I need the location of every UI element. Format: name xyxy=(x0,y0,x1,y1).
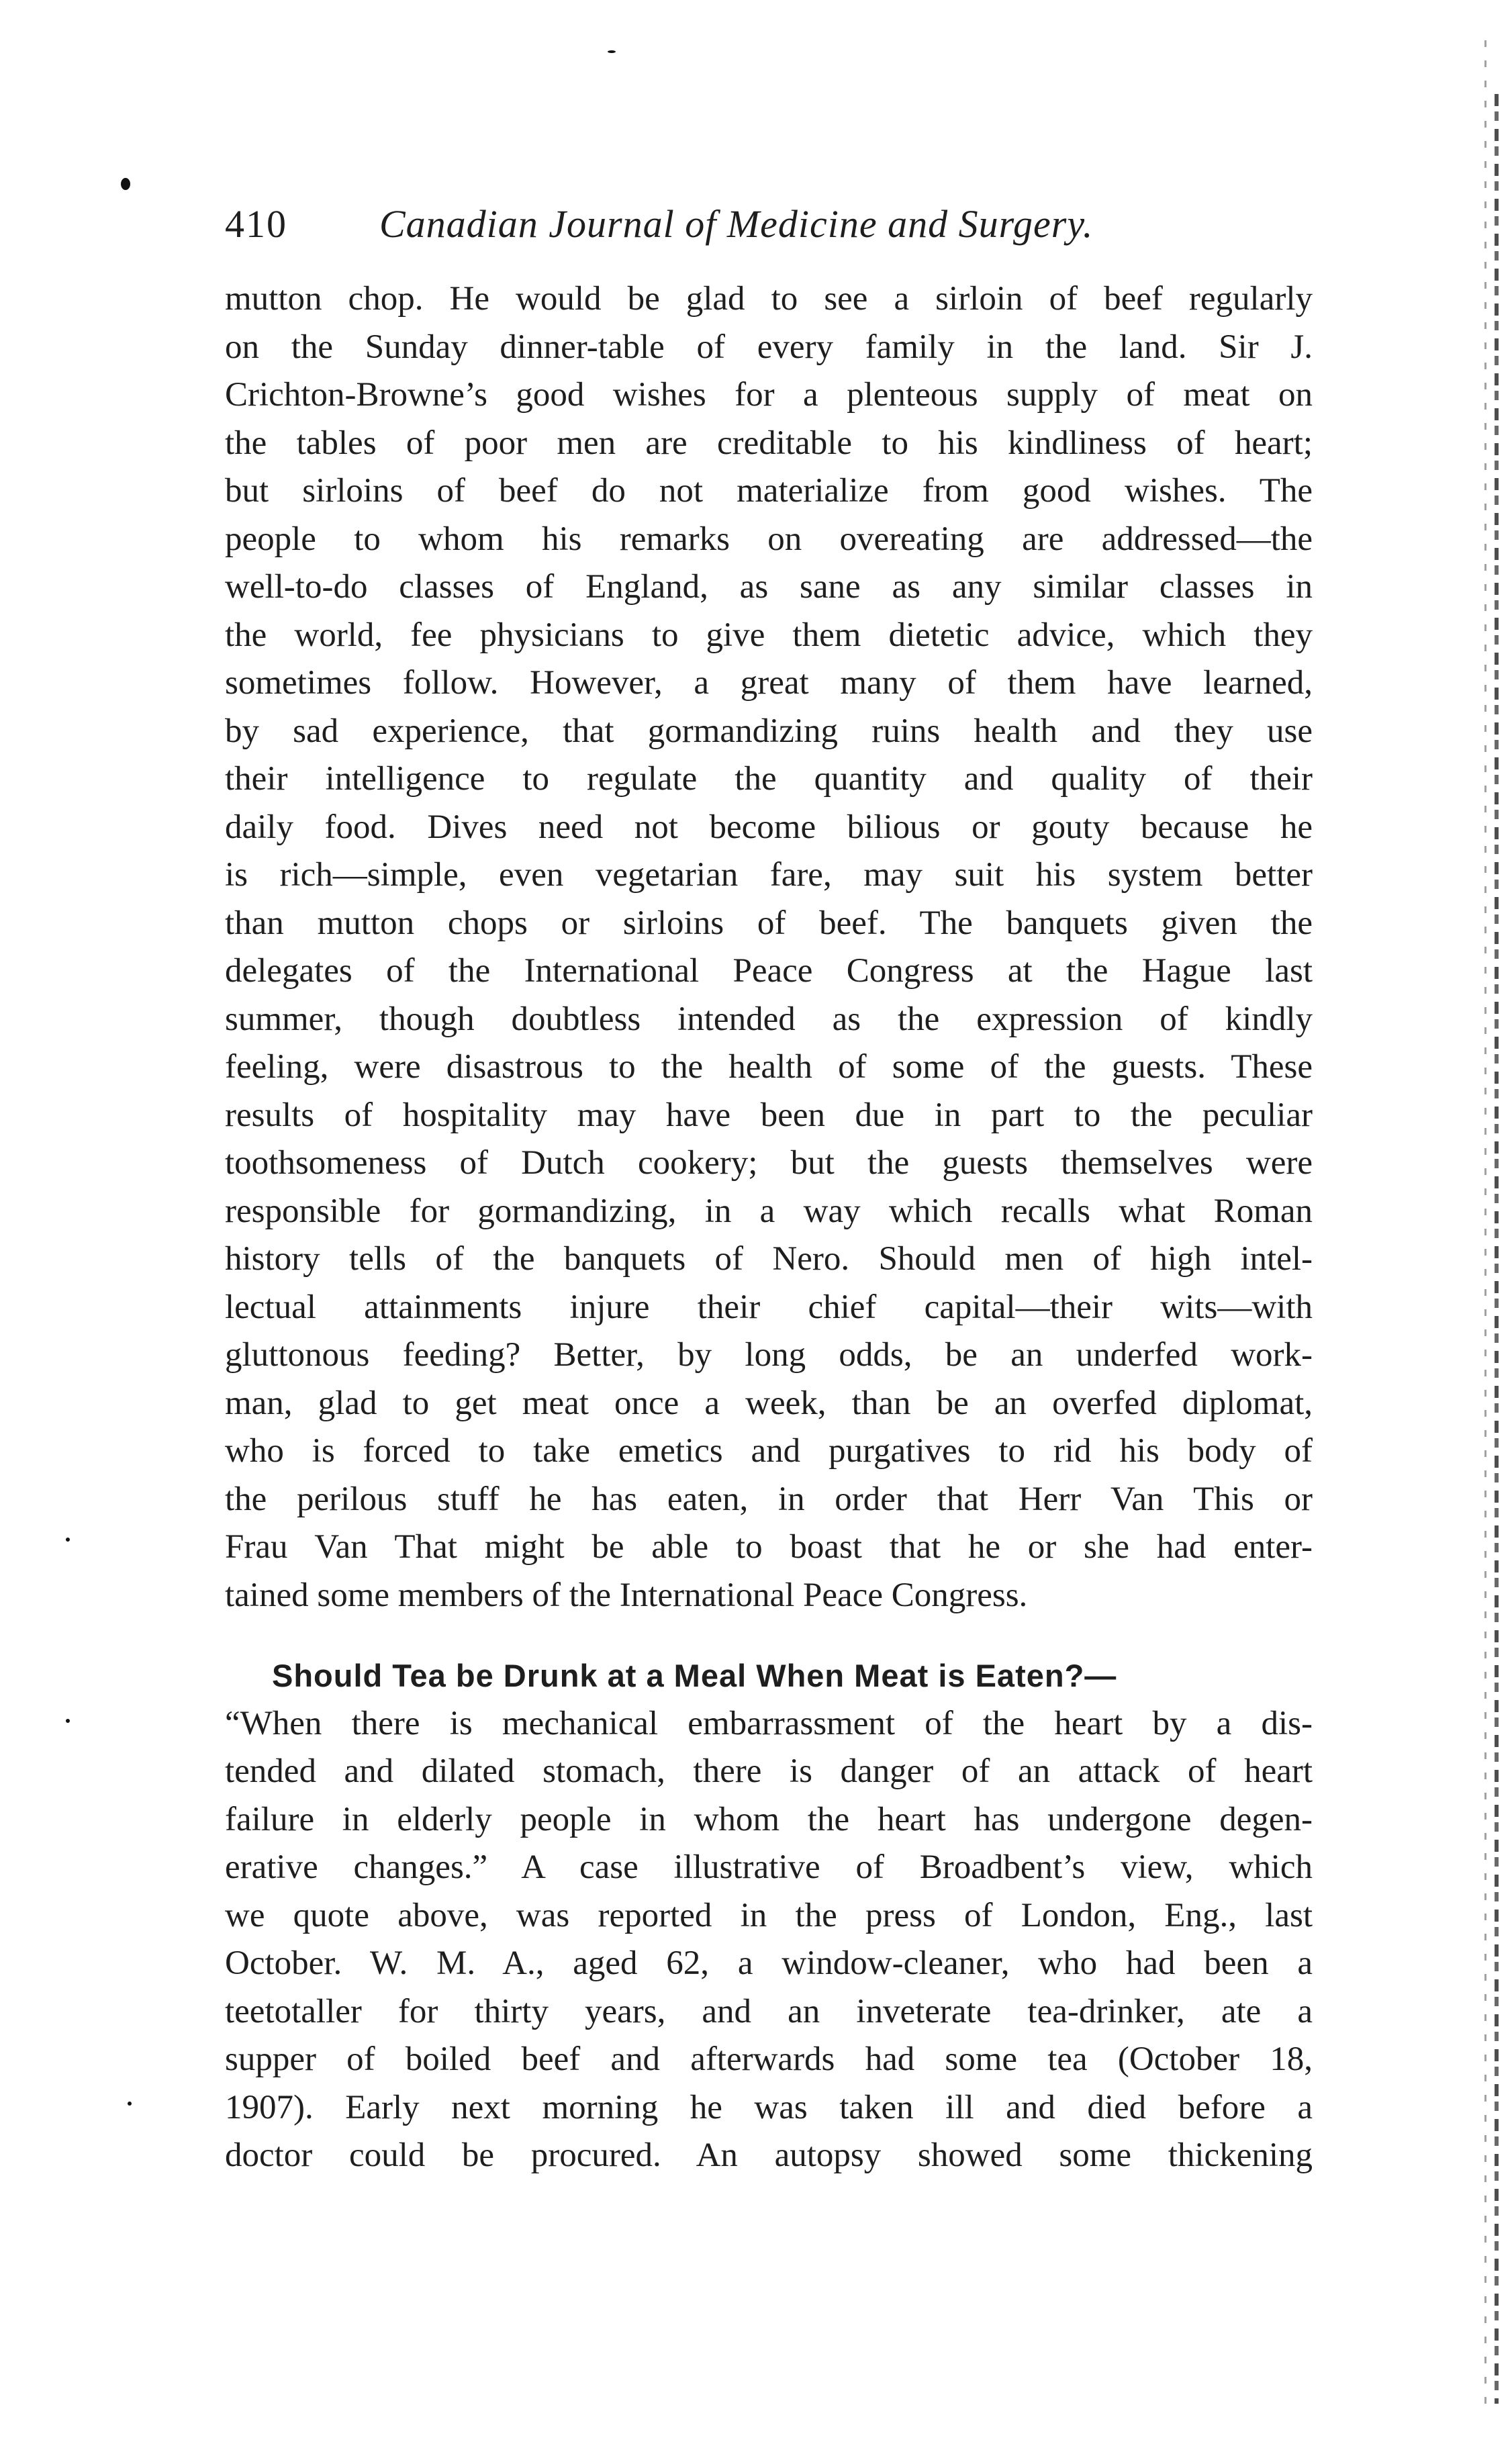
text-line: is rich—simple, even vegetarian fare, may suit his system better xyxy=(225,856,1313,894)
text-line: feeling, were disastrous to the health of some of the guests. These xyxy=(225,1048,1313,1086)
section-heading: Should Tea be Drunk at a Meal When Meat is Eaten?— xyxy=(272,1658,1117,1693)
text-line: responsible for gormandizing, in a way which recalls what Roman xyxy=(225,1192,1313,1230)
text-line: October. W. M. A., aged 62, a window-cleaner, who had been a xyxy=(225,1944,1313,1982)
text-line: gluttonous feeding? Better, by long odds, be an underfed work- xyxy=(225,1336,1313,1374)
text-line: erative changes.” A case illustrative of Broadbent’s view, which xyxy=(225,1848,1313,1886)
scan-speck xyxy=(128,2102,132,2106)
text-line: delegates of the International Peace Congress at the Hague last xyxy=(225,952,1313,990)
text-line: the tables of poor men are creditable to his kindliness of heart; xyxy=(225,424,1313,462)
page-number: 410 xyxy=(225,202,287,246)
paragraph-continued xyxy=(225,275,1313,1619)
text-line: than mutton chops or sirloins of beef. The banquets given the xyxy=(225,904,1313,942)
text-line: Frau Van That might be able to boast that he or she had enter- xyxy=(225,1528,1313,1566)
text-line: but sirloins of beef do not materialize from good wishes. The xyxy=(225,472,1313,510)
text-line: on the Sunday dinner-table of every family in the land. Sir J. xyxy=(225,328,1313,366)
text-line: lectual attainments injure their chief capital—their wits—with xyxy=(225,1288,1313,1326)
page-header xyxy=(225,201,1178,262)
scan-speck xyxy=(66,1538,70,1542)
text-line: mutton chop. He would be glad to see a sirloin of beef regularly xyxy=(225,280,1313,318)
text-line: the perilous stuff he has eaten, in order that Herr Van This or xyxy=(225,1480,1313,1518)
text-line: daily food. Dives need not become bilious or gouty because he xyxy=(225,808,1313,846)
scan-speck xyxy=(608,50,616,53)
text-line: their intelligence to regulate the quantity and quality of their xyxy=(225,760,1313,798)
text-line: by sad experience, that gormandizing ruins health and they use xyxy=(225,712,1313,750)
text-line: teetotaller for thirty years, and an inveterate tea-drinker, ate a xyxy=(225,1992,1313,2030)
scan-edge-artifact xyxy=(1484,40,1486,2404)
text-line: tended and dilated stomach, there is danger of an attack of heart xyxy=(225,1752,1313,1790)
running-title: Canadian Journal of Medicine and Surgery. xyxy=(379,202,1094,246)
text-line: summer, though doubtless intended as the expression of kindly xyxy=(225,1000,1313,1038)
text-line: man, glad to get meat once a week, than be an overfed diplomat, xyxy=(225,1384,1313,1422)
section-tea-and-meat xyxy=(225,1652,1313,2180)
text-line: supper of boiled beef and afterwards had some tea (October 18, xyxy=(225,2040,1313,2078)
scan-speck xyxy=(121,178,130,190)
text-line: toothsomeness of Dutch cookery; but the guests themselves were xyxy=(225,1144,1313,1182)
text-line: we quote above, was reported in the press of London, Eng., last xyxy=(225,1896,1313,1934)
text-line: 1907). Early next morning he was taken ill and died before a xyxy=(225,2088,1313,2126)
text-line: failure in elderly people in whom the heart has undergone degen- xyxy=(225,1800,1313,1838)
text-line: results of hospitality may have been due in part to the peculiar xyxy=(225,1096,1313,1134)
text-line: sometimes follow. However, a great many of them have learned, xyxy=(225,664,1313,702)
text-line: “When there is mechanical embarrassment of the heart by a dis- xyxy=(225,1704,1313,1742)
text-line: doctor could be procured. An autopsy showed some thickening xyxy=(225,2136,1313,2174)
text-line: who is forced to take emetics and purgatives to rid his body of xyxy=(225,1432,1313,1470)
text-line: people to whom his remarks on overeating are addressed—the xyxy=(225,520,1313,558)
text-line: well-to-do classes of England, as sane as any similar classes in xyxy=(225,568,1313,606)
text-line: tained some members of the International Peace Congress. xyxy=(225,1576,1028,1614)
text-line: Crichton-Browne’s good wishes for a plenteous supply of meat on xyxy=(225,376,1313,414)
scan-edge-artifact xyxy=(1495,94,1499,2404)
text-line: history tells of the banquets of Nero. Should men of high intel- xyxy=(225,1240,1313,1278)
scan-speck xyxy=(66,1719,70,1723)
text-line: the world, fee physicians to give them dietetic advice, which they xyxy=(225,616,1313,654)
